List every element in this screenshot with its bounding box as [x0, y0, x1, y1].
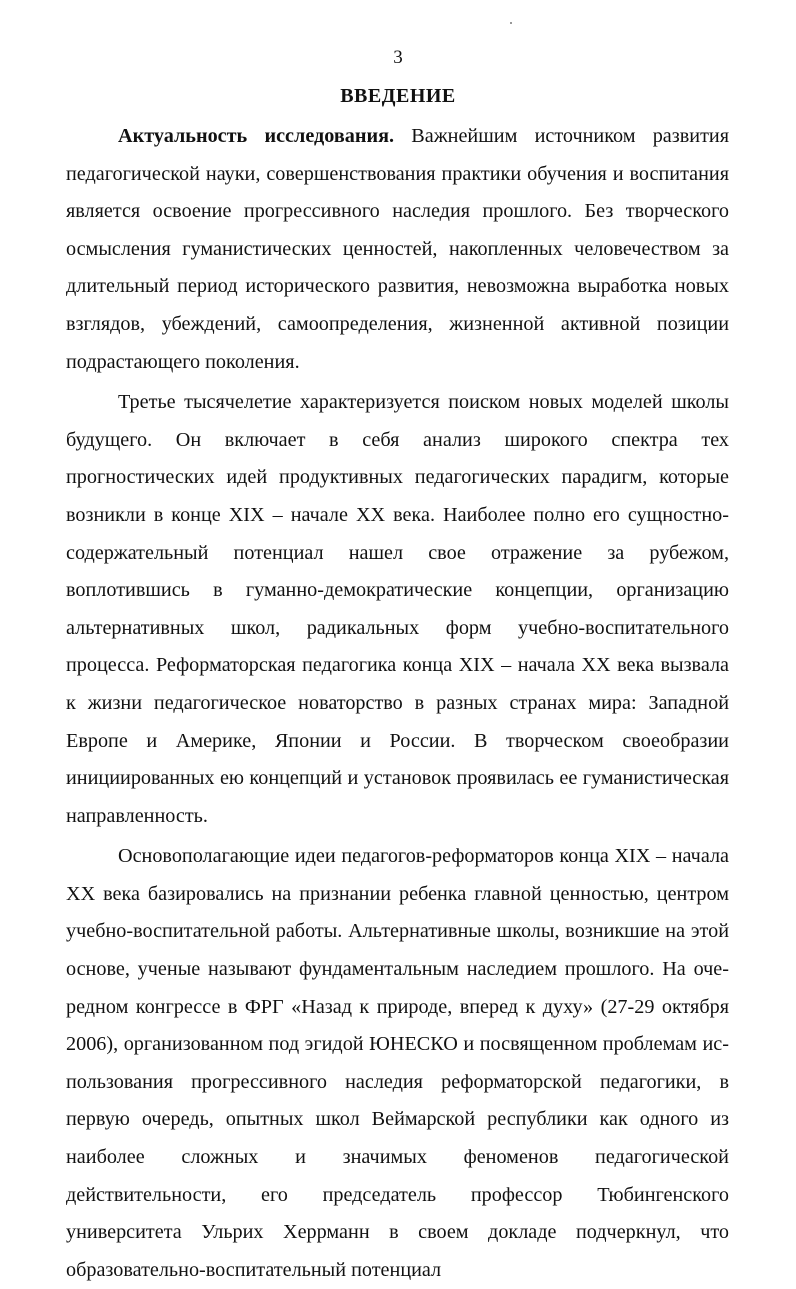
paragraph-relevance — [66, 118, 729, 381]
paragraph-text: Важнейшим источником развития педагогической науки, совершенствования практики обучения и воспитания является освоение прогрессивного наследия прошлого. Без творческого осмысления гуманистических ценностей, накопленных человечеством за длительный период исторического развития, невозможна выработка новых взглядов, убеждений, самоопределения, жизненной активной позиции подрастающего поколения. — [66, 125, 729, 373]
body-text — [66, 118, 729, 1289]
paragraph-reformers — [66, 838, 729, 1289]
page-number: 3 — [393, 47, 403, 68]
paragraph-text: Третье тысячелетие характеризуется поиском новых моделей школы будущего. Он включает в себя анализ широкого спектра тех прогностических идей продуктивных педагогических парадигм, которые возникли в конце XIX – начале XX века. Наиболее полно его сущностно-содержательный потенциал нашел свое отражение за рубежом, воплотившись в гуманно-демократические концепции, организацию альтернативных школ, радикальных форм учебно-воспитательного процесса. Реформаторская педагогика конца XIX – начала XX века вызвала к жизни педагогическое новаторство в разных странах мира: Западной Европе и Америке, Японии и России. В творческом своеобразии инициированных ею концепций и установок проявилась ее гуманистическая направленность. — [66, 391, 729, 827]
section-heading: ВВЕДЕНИЕ — [340, 85, 456, 107]
paragraph-lead: Актуальность исследования. — [118, 125, 395, 147]
scan-speck — [510, 22, 512, 24]
paragraph-text: Основополагающие идеи педагогов-реформаторов конца XIX – начала XX века базировались на признании ребенка главной ценностью, центром учебно-воспитательной работы. Альтернативные школы, возникшие на этой основе, ученые называют фундаментальным наследием прошлого. На очередном конгрессе в ФРГ «Назад к природе, вперед к духу» (27-29 октября 2006), организованном под эгидой ЮНЕСКО и посвященном проблемам использования прогрессивного наследия реформаторской педагогики, в первую очередь, опытных школ Веймарской республики как одного из наиболее сложных и значимых феноменов педагогической действительности, его председатель профессор Тюбингенского университета Ульрих Херрманн в своем докладе подчеркнул, что образовательно-воспитательный потенциал — [66, 845, 729, 1281]
paragraph-third-millennium — [66, 384, 729, 835]
